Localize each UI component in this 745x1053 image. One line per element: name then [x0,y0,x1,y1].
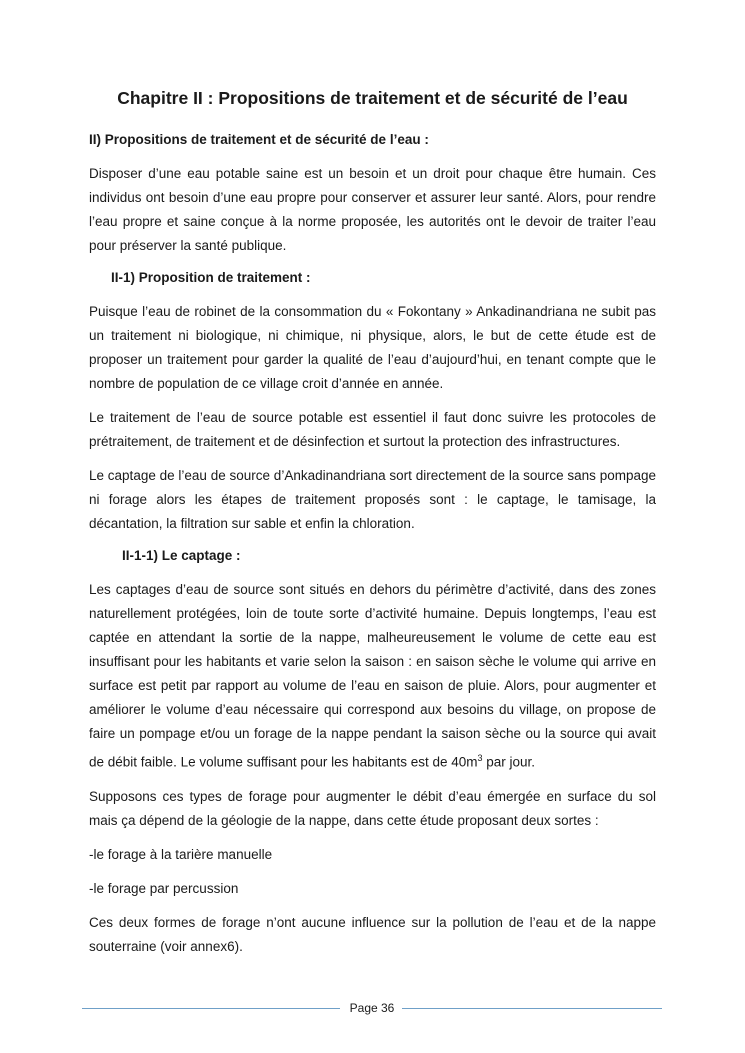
captage-paragraph-3: Ces deux formes de forage n’ont aucune influence sur la pollution de l’eau et de la nappe souterraine (voir annex6). [89,914,656,954]
traitement-paragraph-3: Le captage de l’eau de source d’Ankadinandriana sort directement de la source sans pompage ni forage alors les étapes de traitement proposés sont : le captage, le tamisage, la décantation, la filtration sur sable et enfin la chloration. [89,468,656,531]
document-page [89,86,656,969]
captage-paragraph-1-tail: par jour. [482,754,536,770]
section-intro-paragraph: Disposer d’une eau potable saine est un besoin et un droit pour chaque être humain. Ces individus ont besoin d’une eau propre pour conserver et assurer leur santé. Alors, pour rendre l’eau propre et saine conçue à la norme proposée, les autorités ont le devoir de traiter l’eau pour préserver la santé publique. [89,166,656,253]
chapter-title: Chapitre II : Propositions de traitement et de sécurité de l’eau [117,88,628,108]
page-footer [82,1000,662,1016]
subsection-heading-traitement: II-1) Proposition de traitement : [111,270,311,285]
captage-paragraph-1 [89,578,656,775]
page-number: Page 36 [349,1001,395,1015]
subsection-heading-captage: II-1-1) Le captage : [122,548,241,563]
footer-rule-left [82,1008,340,1009]
section-heading: II) Propositions de traitement et de sécurité de l’eau : [89,132,429,147]
traitement-paragraph-2: Le traitement de l’eau de source potable est essentiel il faut donc suivre les protocoles de prétraitement, de traitement et de désinfection et surtout la protection des infrastructures. [89,410,656,449]
traitement-paragraph-1: Puisque l’eau de robinet de la consommation du « Fokontany » Ankadinandriana ne subit pas un traitement ni biologique, ni chimique, ni physique, alors, le but de cette étude est de proposer un traitement pour garder la qualité de l’eau d’aujourd’hui, en tenant compte que le nombre de population de ce village croit d’année en année. [89,304,656,391]
cubic-superscript: 3 [477,753,483,763]
list-item-percussion: -le forage par percussion [89,880,239,896]
captage-paragraph-2: Supposons ces types de forage pour augmenter le débit d’eau émergée en surface du sol mais ça dépend de la géologie de la nappe, dans cette étude proposant deux sortes : [89,788,656,828]
list-item-tariere: -le forage à la tarière manuelle [89,846,273,862]
captage-paragraph-1-text: Les captages d’eau de source sont situés en dehors du périmètre d’activité, dans des zones naturellement protégées, loin de toute sorte d’activité humaine. Depuis longtemps, l’eau est captée en attendant la sortie de la nappe, malheureusement le volume de cette eau est insuffisant pour les habitants et varie selon la saison : en saison sèche le volume qui arrive en surface est petit par rapport au volume de l’eau en saison de pluie. Alors, pour augmenter et améliorer le volume d’eau nécessaire qui correspond aux besoins du village, on propose de faire un pompage et/ou un forage de la nappe pendant la saison sèche ou la source qui avait de débit faible. Le volume suffisant pour les habitants est de 40m [89,582,656,770]
footer-rule-right [402,1008,662,1009]
